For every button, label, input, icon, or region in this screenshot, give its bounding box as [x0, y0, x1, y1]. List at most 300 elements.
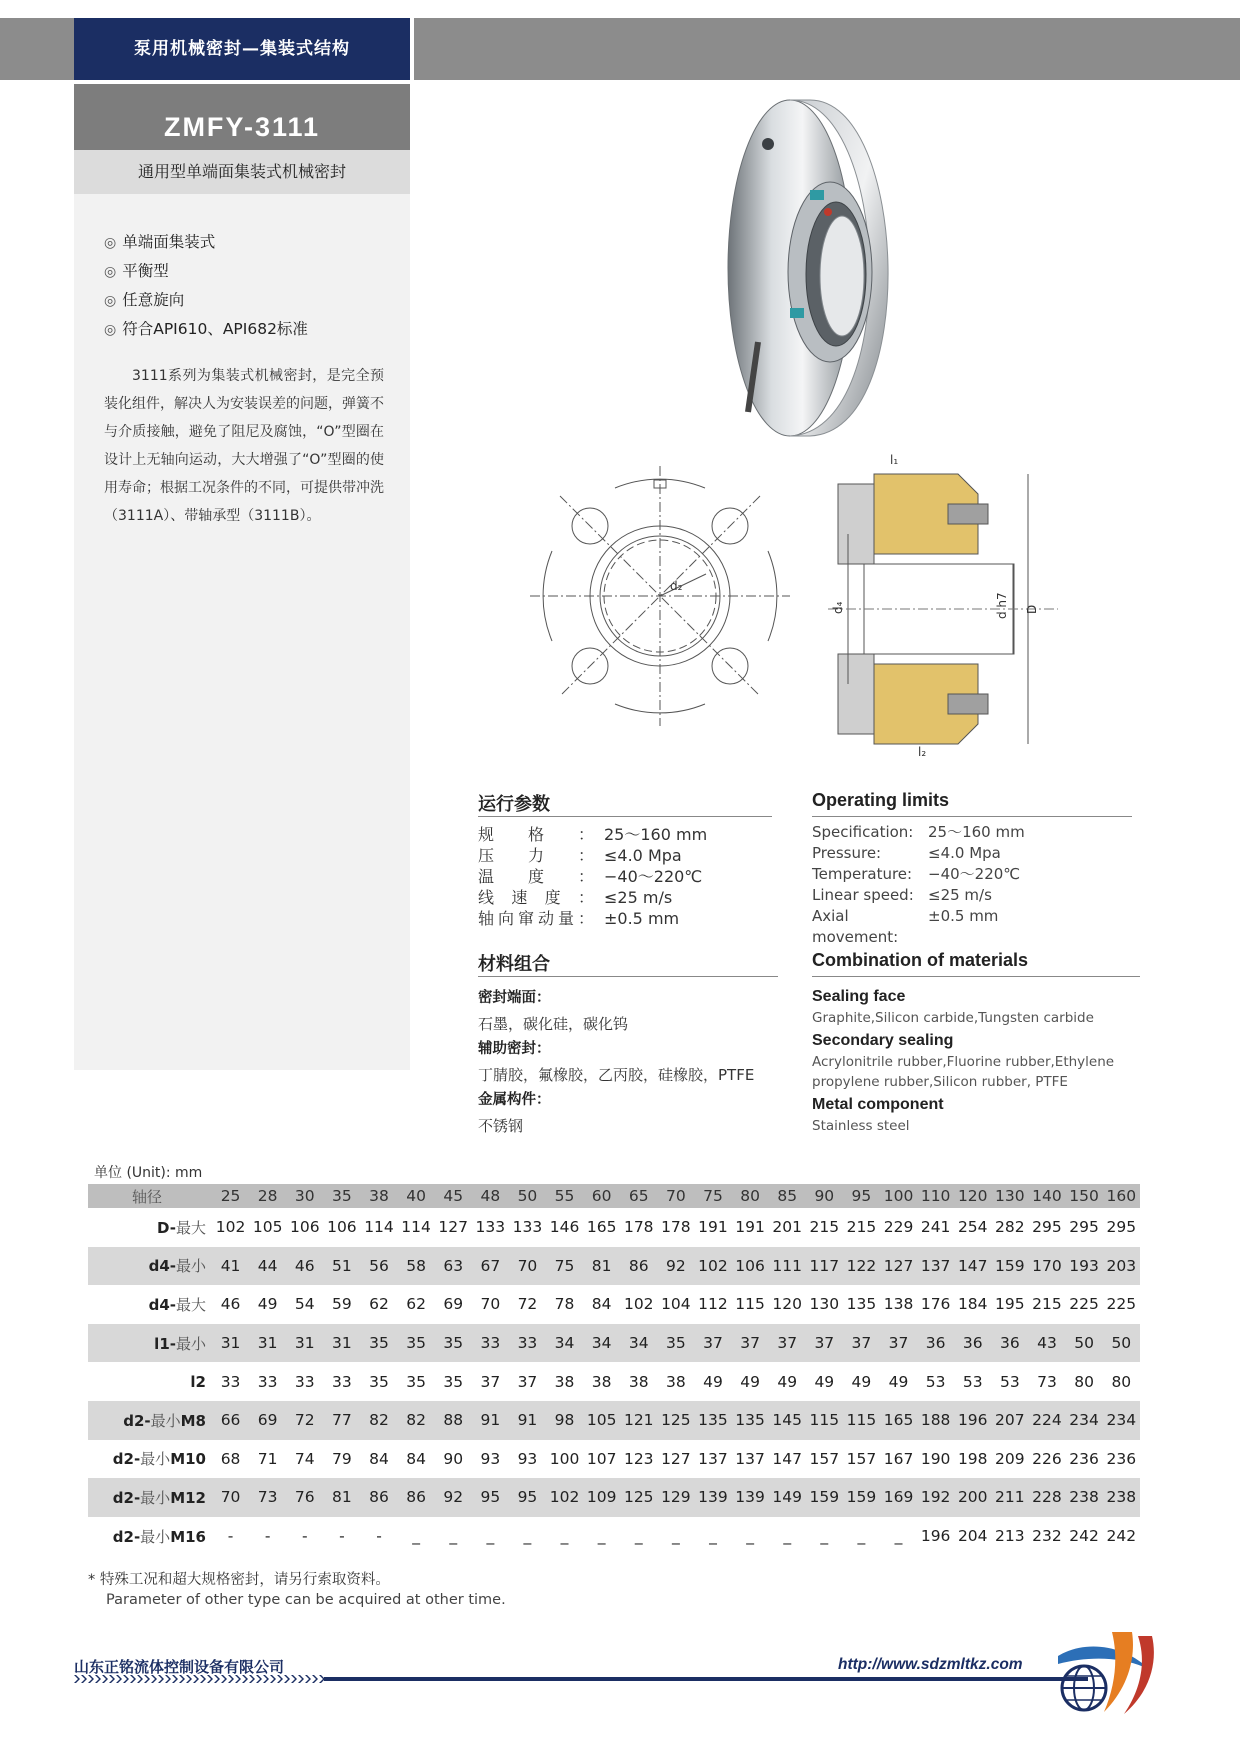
table-cell: 242: [1106, 1527, 1137, 1546]
feature-item: ◎ 单端面集装式: [104, 233, 216, 251]
table-header-row: [88, 1184, 1140, 1208]
table-cell: 58: [398, 1247, 435, 1286]
table-cell: 123: [623, 1449, 654, 1468]
param-row: Temperature: −40～220℃: [812, 865, 1021, 883]
table-cell: 105: [583, 1401, 620, 1440]
table-unit: 单位 (Unit): mm: [94, 1165, 203, 1181]
table-cell: 38: [628, 1372, 649, 1391]
table-cell: 226: [1032, 1449, 1062, 1468]
table-row: [88, 1478, 1140, 1517]
table-cell: 38: [554, 1372, 575, 1391]
table-cell: 66: [212, 1401, 249, 1440]
table-cell: 133: [512, 1218, 543, 1237]
table-cell: 184: [957, 1295, 988, 1314]
table-cell: 165: [880, 1401, 917, 1440]
table-cell: 114: [401, 1218, 431, 1237]
table-cell: 35: [443, 1372, 464, 1391]
table-cell: 138: [883, 1295, 914, 1314]
table-cell: 34: [583, 1324, 620, 1363]
table-cell: 84: [591, 1295, 612, 1314]
table-cell: 204: [957, 1527, 988, 1546]
table-cell: 59: [332, 1295, 352, 1314]
table-cell: 139: [732, 1478, 769, 1517]
table-header-cell: 28: [249, 1184, 286, 1208]
table-cell: 84: [406, 1449, 426, 1468]
table-cell: 200: [954, 1478, 991, 1517]
table-row: [88, 1440, 1140, 1479]
table-cell: 127: [438, 1218, 468, 1237]
feature-item: ◎ 平衡型: [104, 262, 169, 280]
operating-en-title: Operating limits: [812, 790, 950, 810]
table-header-cell: 85: [769, 1184, 806, 1208]
table-cell: 120: [772, 1295, 802, 1314]
table-header-cell: 60: [583, 1184, 620, 1208]
table-cell: -: [376, 1527, 382, 1546]
param-row: 线速度： ≤25 m/s: [478, 888, 673, 907]
table-cell: 49: [814, 1372, 835, 1391]
table-cell: 147: [954, 1247, 991, 1286]
param-row: Linear speed: ≤25 m/s: [812, 886, 992, 904]
table-header-cell: 40: [398, 1184, 435, 1208]
table-cell: _: [894, 1527, 903, 1546]
param-row: Axial movement: ±0.5 mm: [812, 907, 999, 946]
table-cell: 82: [398, 1401, 435, 1440]
materials-en-title: Combination of materials: [812, 950, 1029, 970]
table-cell: 46: [286, 1247, 323, 1286]
table-header-cell: 70: [657, 1184, 694, 1208]
table-cell: 145: [769, 1401, 806, 1440]
table-cell: 115: [843, 1401, 880, 1440]
table-cell: 215: [809, 1218, 840, 1237]
table-cell: 37: [769, 1324, 806, 1363]
feature-item: ◎ 符合API610、API682标准: [104, 320, 308, 338]
table-cell: 236: [1106, 1449, 1137, 1468]
table-cell: 213: [995, 1527, 1025, 1546]
table-cell: 71: [257, 1449, 278, 1468]
table-row-label: d2-最小M16: [112, 1527, 206, 1546]
table-cell: 236: [1069, 1449, 1099, 1468]
table-cell: 35: [406, 1372, 426, 1391]
label-D: D: [1025, 604, 1039, 614]
table-cell: 33: [257, 1372, 278, 1391]
table-header-cell: 160: [1103, 1184, 1140, 1208]
table-cell: -: [227, 1527, 234, 1546]
chevron-strip-icon: [74, 1674, 324, 1684]
table-cell: 115: [806, 1401, 843, 1440]
table-cell: 93: [480, 1449, 501, 1468]
table-cell: 43: [1028, 1324, 1065, 1363]
table-cell: -: [301, 1527, 308, 1546]
table-cell: 36: [954, 1324, 991, 1363]
table-cell: 198: [957, 1449, 988, 1468]
table-cell: 188: [917, 1401, 954, 1440]
note-cn: * 特殊工况和超大规格密封，请另行索取资料。: [88, 1572, 390, 1588]
table-cell: 35: [369, 1372, 389, 1391]
table-cell: 107: [586, 1449, 617, 1468]
table-cell: 106: [327, 1218, 357, 1237]
param-row: 规格： 25～160 mm: [478, 825, 708, 844]
table-cell: 238: [1103, 1478, 1140, 1517]
table-cell: 34: [546, 1324, 583, 1363]
table-cell: 102: [546, 1478, 583, 1517]
table-cell: 159: [806, 1478, 843, 1517]
table-cell: _: [412, 1527, 420, 1546]
table-cell: 228: [1028, 1478, 1065, 1517]
feature-item: ◎ 任意旋向: [104, 291, 185, 309]
table-cell: 193: [1066, 1247, 1103, 1286]
table-cell: 241: [920, 1218, 951, 1237]
table-cell: 69: [443, 1295, 464, 1314]
table-cell: 196: [920, 1527, 951, 1546]
table-cell: 86: [360, 1478, 397, 1517]
table-row: [88, 1208, 1140, 1247]
table-header-cell: 120: [954, 1184, 991, 1208]
company-name: 山东正铭流体控制设备有限公司: [74, 1658, 285, 1676]
label-d2: d₂: [670, 579, 683, 593]
table-cell: 215: [1032, 1295, 1062, 1314]
bullet-icon: ◎: [104, 264, 117, 280]
table-cell: 238: [1066, 1478, 1103, 1517]
table-cell: 254: [957, 1218, 988, 1237]
materials-en-list: Sealing face Graphite,Silicon carbide,Tungsten carbide Secondary sealing Acrylonitrile rubber,Fluorine rubber,Ethylene propylene rubber,Silicon rubber, PTFE Metal component Stainless steel: [812, 988, 1115, 1134]
table-cell: 137: [735, 1449, 765, 1468]
label-l1: l₁: [890, 454, 899, 467]
table-cell: 102: [623, 1295, 654, 1314]
table-cell: 31: [323, 1324, 360, 1363]
table-cell: 44: [249, 1247, 286, 1286]
table-row-label: d4-最小: [88, 1247, 212, 1286]
table-cell: 234: [1103, 1401, 1140, 1440]
table-header-cell: 65: [620, 1184, 657, 1208]
table-header-cell: 140: [1028, 1184, 1065, 1208]
table-cell: 282: [995, 1218, 1025, 1237]
table-row: [88, 1324, 1140, 1363]
table-cell: 50: [1103, 1324, 1140, 1363]
table-cell: 33: [509, 1324, 546, 1363]
table-cell: 201: [772, 1218, 802, 1237]
table-cell: 242: [1069, 1527, 1099, 1546]
table-cell: 167: [883, 1449, 914, 1468]
table-cell: 81: [323, 1478, 360, 1517]
table-cell: 37: [694, 1324, 731, 1363]
operating-cn-title: 运行参数: [478, 794, 550, 815]
table-cell: 106: [732, 1247, 769, 1286]
table-cell: 295: [1106, 1218, 1137, 1237]
table-cell: 38: [591, 1372, 612, 1391]
divider: [478, 976, 778, 977]
table-cell: _: [820, 1527, 829, 1546]
table-cell: 72: [286, 1401, 323, 1440]
table-cell: 62: [369, 1295, 389, 1314]
table-cell: 232: [1032, 1527, 1062, 1546]
table-cell: 106: [289, 1218, 320, 1237]
table-cell: 73: [249, 1478, 286, 1517]
table-cell: 91: [509, 1401, 546, 1440]
table-header-cell: 150: [1066, 1184, 1103, 1208]
table-cell: 31: [212, 1324, 249, 1363]
table-cell: 72: [517, 1295, 538, 1314]
table-cell: 35: [398, 1324, 435, 1363]
table-cell: _: [560, 1527, 569, 1546]
table-cell: 50: [1066, 1324, 1103, 1363]
table-cell: 75: [546, 1247, 583, 1286]
materials-cn-list: 密封端面： 石墨，碳化硅，碳化钨 辅助密封： 丁腈胶，氟橡胶，乙丙胶，硅橡胶，PTFE 金属构件： 不锈钢: [478, 990, 755, 1135]
table-cell: 33: [294, 1372, 315, 1391]
footer-rule: [324, 1677, 1088, 1681]
table-cell: 129: [657, 1478, 694, 1517]
table-cell: 135: [846, 1295, 877, 1314]
table-cell: 62: [406, 1295, 426, 1314]
table-header-cell: 25: [212, 1184, 249, 1208]
table-cell: 139: [694, 1478, 731, 1517]
header-category-title: 泵用机械密封—集装式结构: [134, 39, 350, 59]
spec-table: [88, 1184, 1140, 1555]
product-description: 3111系列为集装式机械密封，是完全预装化组件，解决人为安装误差的问题，弹簧不与介质接触，避免了阻尼及腐蚀，“O”型圈在设计上无轴向运动，大大增强了“O”型圈的使用寿命；根据工况条件的不同，可提供带冲洗（3111A）、带轴承型（3111B）。: [104, 368, 384, 524]
table-cell: 295: [1069, 1218, 1099, 1237]
table-cell: 38: [666, 1372, 686, 1391]
table-cell: 125: [620, 1478, 657, 1517]
table-cell: 37: [732, 1324, 769, 1363]
table-row-label: d4-最大: [148, 1295, 206, 1314]
table-cell: 157: [809, 1449, 840, 1468]
materials-cn-title: 材料组合: [478, 954, 550, 975]
table-cell: 33: [472, 1324, 509, 1363]
table-cell: 49: [703, 1372, 723, 1391]
clip-icon: [790, 308, 804, 318]
table-header-cell: 38: [360, 1184, 397, 1208]
table-cell: _: [709, 1527, 717, 1546]
table-cell: 115: [735, 1295, 765, 1314]
table-cell: 137: [917, 1247, 954, 1286]
table-cell: 70: [480, 1295, 501, 1314]
table-cell: 34: [620, 1324, 657, 1363]
table-row-label: d2-最小M12: [88, 1478, 212, 1517]
table-cell: 86: [620, 1247, 657, 1286]
table-cell: 127: [661, 1449, 691, 1468]
table-cell: _: [857, 1527, 866, 1546]
table-cell: 111: [769, 1247, 806, 1286]
table-cell: 159: [843, 1478, 880, 1517]
table-cell: 190: [920, 1449, 951, 1468]
table-cell: 91: [472, 1401, 509, 1440]
table-cell: _: [486, 1527, 495, 1546]
table-cell: 53: [962, 1372, 983, 1391]
table-cell: 77: [323, 1401, 360, 1440]
table-cell: 37: [843, 1324, 880, 1363]
table-cell: 135: [732, 1401, 769, 1440]
table-cell: 74: [294, 1449, 315, 1468]
table-cell: 67: [472, 1247, 509, 1286]
table-cell: 125: [657, 1401, 694, 1440]
table-cell: _: [634, 1527, 643, 1546]
param-row: Pressure: ≤4.0 Mpa: [812, 844, 1001, 862]
table-cell: 196: [954, 1401, 991, 1440]
table-cell: 195: [995, 1295, 1025, 1314]
table-cell: 157: [846, 1449, 877, 1468]
clip-icon: [810, 190, 824, 200]
table-cell: 84: [369, 1449, 389, 1468]
website-link[interactable]: http://www.sdzmltkz.com: [838, 1656, 1023, 1673]
table-cell: 203: [1103, 1247, 1140, 1286]
table-cell: 170: [1028, 1247, 1065, 1286]
table-cell: 37: [880, 1324, 917, 1363]
feature-list: [104, 228, 308, 344]
table-cell: 178: [623, 1218, 654, 1237]
table-header-label: 轴径: [88, 1184, 212, 1208]
table-cell: 35: [435, 1324, 472, 1363]
table-cell: 104: [661, 1295, 691, 1314]
table-cell: 56: [360, 1247, 397, 1286]
table-header-cell: 130: [991, 1184, 1028, 1208]
table-cell: 53: [925, 1372, 946, 1391]
table-cell: 80: [1074, 1372, 1094, 1391]
table-cell: 102: [215, 1218, 246, 1237]
label-l2: l₂: [918, 745, 927, 759]
table-cell: -: [264, 1527, 271, 1546]
table-cell: 176: [920, 1295, 951, 1314]
table-row-label: D-最大: [157, 1218, 206, 1237]
table-cell: 130: [809, 1295, 840, 1314]
table-row: [88, 1362, 1140, 1401]
table-cell: -: [339, 1527, 345, 1546]
table-header-cell: 95: [843, 1184, 880, 1208]
table-cell: _: [449, 1527, 458, 1546]
table-cell: 49: [777, 1372, 798, 1391]
table-cell: 70: [212, 1478, 249, 1517]
table-cell: 207: [991, 1401, 1028, 1440]
table-row-label: d2-最小M10: [112, 1450, 206, 1469]
table-header-cell: 100: [880, 1184, 917, 1208]
table-cell: 46: [220, 1295, 241, 1314]
table-cell: 105: [252, 1218, 283, 1237]
table-cell: 81: [583, 1247, 620, 1286]
table-header-cell: 30: [286, 1184, 323, 1208]
table-cell: 149: [769, 1478, 806, 1517]
table-row-label: d2-最小M8: [88, 1401, 212, 1440]
table-cell: 100: [549, 1449, 580, 1468]
table-cell: 37: [517, 1372, 538, 1391]
divider: [812, 816, 1132, 817]
table-cell: 159: [991, 1247, 1028, 1286]
operating-cn-list: [478, 824, 707, 929]
table-cell: 191: [698, 1218, 728, 1237]
table-cell: 192: [917, 1478, 954, 1517]
table-cell: 49: [740, 1372, 760, 1391]
table-cell: 31: [249, 1324, 286, 1363]
table-cell: 31: [286, 1324, 323, 1363]
table-row: [88, 1247, 1140, 1286]
table-cell: 92: [657, 1247, 694, 1286]
note-en: Parameter of other type can be acquired at other time.: [106, 1592, 506, 1608]
table-cell: 234: [1066, 1401, 1103, 1440]
section-view-drawing: [828, 454, 1058, 759]
param-row: 轴向窜动量： ±0.5 mm: [478, 909, 680, 928]
table-cell: 86: [398, 1478, 435, 1517]
table-row-label: l2: [190, 1372, 206, 1391]
company-logo-icon: [1054, 1626, 1164, 1718]
label-d4: d₄: [831, 601, 845, 614]
table-cell: 169: [880, 1478, 917, 1517]
table-cell: 98: [546, 1401, 583, 1440]
bullet-icon: ◎: [104, 322, 117, 338]
table-cell: 80: [1111, 1372, 1132, 1391]
table-cell: 225: [1069, 1295, 1099, 1314]
table-cell: 41: [212, 1247, 249, 1286]
table-row-label: l1-最小: [88, 1324, 212, 1363]
bullet-icon: ◎: [104, 293, 117, 309]
table-cell: 229: [883, 1218, 914, 1237]
table-cell: 35: [657, 1324, 694, 1363]
table-cell: 114: [364, 1218, 394, 1237]
table-cell: 49: [888, 1372, 909, 1391]
table-cell: 224: [1028, 1401, 1065, 1440]
table-cell: 92: [435, 1478, 472, 1517]
operating-en-list: [812, 822, 1025, 948]
table-cell: 147: [772, 1449, 802, 1468]
table-cell: 33: [332, 1372, 352, 1391]
table-cell: 117: [806, 1247, 843, 1286]
table-row: [88, 1285, 1140, 1324]
table-cell: _: [523, 1527, 532, 1546]
table-row: [88, 1517, 1140, 1556]
table-cell: 68: [220, 1449, 241, 1468]
table-cell: _: [783, 1527, 792, 1546]
table-cell: 102: [694, 1247, 731, 1286]
table-header-cell: 110: [917, 1184, 954, 1208]
table-cell: 146: [549, 1218, 580, 1237]
table-cell: 49: [257, 1295, 278, 1314]
param-row: 压力： ≤4.0 Mpa: [478, 846, 682, 865]
table-cell: 79: [332, 1449, 352, 1468]
table-cell: 122: [843, 1247, 880, 1286]
table-cell: 51: [323, 1247, 360, 1286]
table-cell: 225: [1106, 1295, 1137, 1314]
table-cell: 36: [991, 1324, 1028, 1363]
table-row: [88, 1401, 1140, 1440]
table-cell: 178: [661, 1218, 691, 1237]
header-divider: [410, 18, 414, 80]
table-cell: 127: [880, 1247, 917, 1286]
table-cell: 35: [360, 1324, 397, 1363]
table-header-cell: 55: [546, 1184, 583, 1208]
table-cell: _: [671, 1527, 680, 1546]
table-cell: _: [597, 1527, 606, 1546]
table-cell: 76: [286, 1478, 323, 1517]
table-header-cell: 80: [732, 1184, 769, 1208]
table-cell: 137: [698, 1449, 728, 1468]
table-header-cell: 48: [472, 1184, 509, 1208]
table-cell: 295: [1032, 1218, 1062, 1237]
table-cell: 63: [435, 1247, 472, 1286]
table-cell: 215: [846, 1218, 877, 1237]
table-cell: 191: [735, 1218, 765, 1237]
table-cell: _: [746, 1527, 754, 1546]
table-cell: 93: [517, 1449, 538, 1468]
table-cell: 73: [1037, 1372, 1057, 1391]
table-cell: 121: [620, 1401, 657, 1440]
table-cell: 54: [294, 1295, 315, 1314]
table-header-cell: 50: [509, 1184, 546, 1208]
table-header-cell: 35: [323, 1184, 360, 1208]
model-subtitle: 通用型单端面集装式机械密封: [137, 162, 346, 181]
param-row: Specification: 25～160 mm: [812, 823, 1025, 841]
product-image: [640, 92, 940, 444]
table-header-cell: 45: [435, 1184, 472, 1208]
table-cell: 69: [249, 1401, 286, 1440]
table-header-cell: 90: [806, 1184, 843, 1208]
divider: [812, 976, 1140, 977]
table-cell: 209: [995, 1449, 1025, 1468]
